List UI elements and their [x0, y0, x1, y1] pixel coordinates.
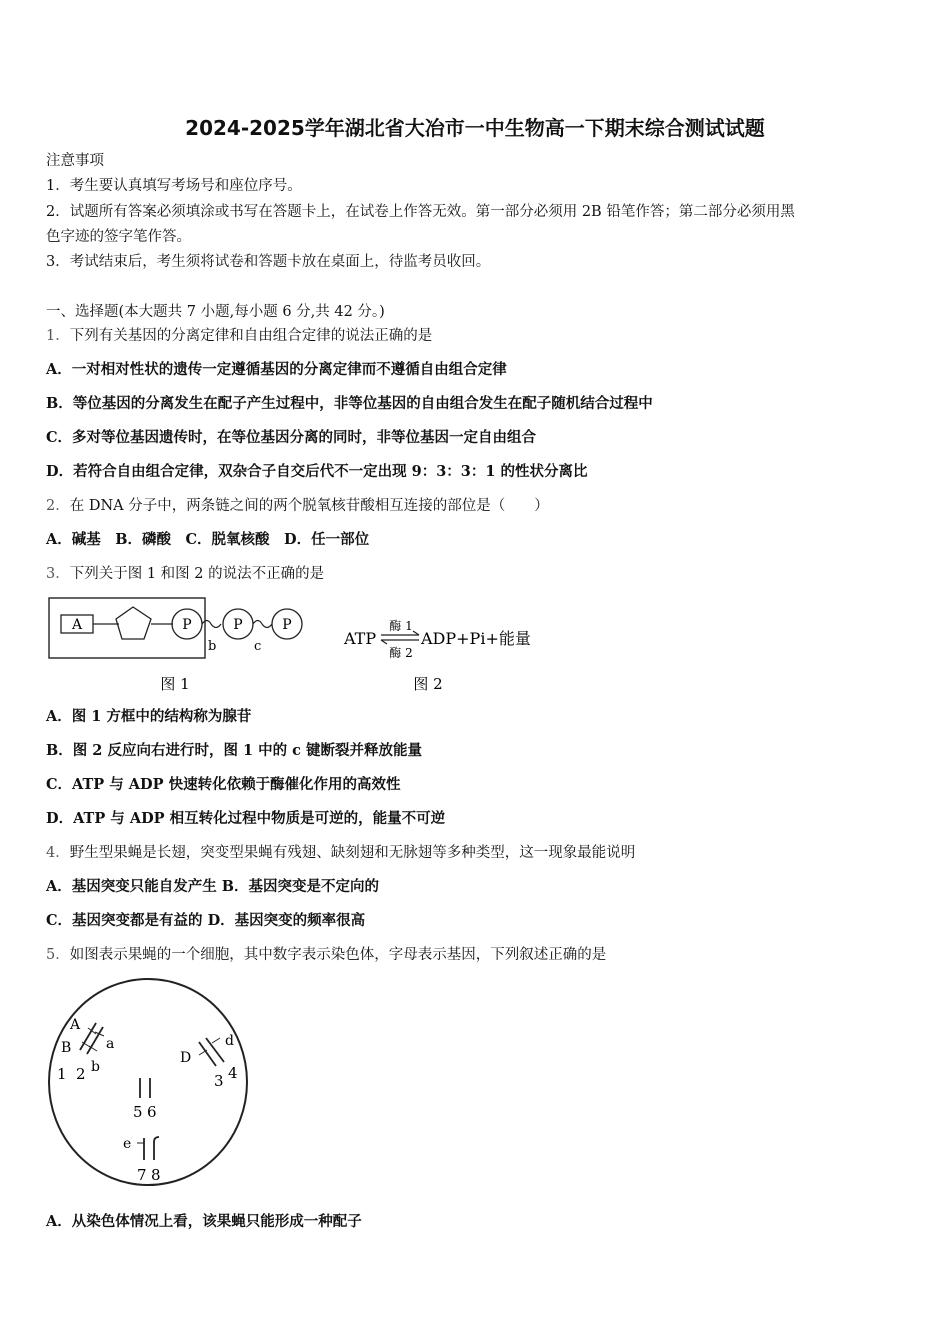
question-stem: 下列关于图 1 和图 2 的说法不正确的是 [69, 566, 325, 582]
chromosome-label-6: 6 [147, 1103, 157, 1121]
reaction-left: ATP [344, 629, 377, 648]
question-stem: 野生型果蝇是长翅，突变型果蝇有残翅、缺刻翅和无脉翅等多种类型，这一现象最能说明 [69, 845, 636, 861]
option-4cd: C．基因突变都是有益的 D．基因突变的频率很高 [46, 912, 366, 929]
option-3c: C．ATP 与 ADP 快速转化依赖于酶催化作用的高效性 [46, 776, 401, 793]
phosphate-label: P [282, 617, 292, 633]
figure-1-caption: 图 1 [160, 675, 190, 693]
chromosome-label-3: 3 [214, 1072, 224, 1090]
atp-figure [40, 592, 540, 698]
option-1d: D．若符合自由组合定律，双杂合子自交后代不一定出现 9：3：3：1 的性状分离比 [46, 463, 588, 480]
question-stem: 下列有关基因的分离定律和自由组合定律的说法正确的是 [69, 328, 433, 344]
notice-item-1: 1．考生要认真填写考场号和座位序号。 [46, 178, 302, 194]
enzyme-1-label: 酶 1 [389, 619, 413, 633]
option-1c: C．多对等位基因遗传时，在等位基因分离的同时，非等位基因一定自由组合 [46, 429, 537, 446]
notice-heading: 注意事项 [46, 153, 104, 169]
reaction-right: ADP+Pi+能量 [421, 629, 531, 648]
chromosome-label-8: 8 [151, 1166, 161, 1184]
option-5a: A．从染色体情况上看，该果蝇只能形成一种配子 [46, 1213, 362, 1230]
chromosome-label-2: 2 [76, 1065, 86, 1083]
gene-label-b: b [91, 1059, 100, 1075]
chromosome-label-7: 7 [137, 1166, 147, 1184]
chromosome-8 [154, 1137, 159, 1160]
gene-label-A: A [70, 1017, 81, 1033]
option-2-all: A．碱基 B．磷酸 C．脱氧核酸 D．任一部位 [46, 531, 370, 548]
option-4ab: A．基因突变只能自发产生 B．基因突变是不定向的 [46, 878, 380, 895]
option-3d: D．ATP 与 ADP 相互转化过程中物质是可逆的，能量不可逆 [46, 810, 446, 827]
ribose-pentagon [116, 607, 151, 639]
figure-2-caption: 图 2 [413, 675, 443, 693]
question-number: 4． [46, 845, 70, 861]
bond-b-label: b [208, 639, 217, 654]
chromosome-label-5: 5 [133, 1103, 143, 1121]
enzyme-2-label: 酶 2 [389, 646, 413, 660]
question-5 [46, 945, 606, 965]
notice-item-3: 3．考试结束后，考生须将试卷和答题卡放在桌面上，待监考员收回。 [46, 254, 491, 270]
chromosome-label-1: 1 [57, 1065, 67, 1083]
question-4 [46, 843, 635, 863]
question-3 [46, 564, 324, 584]
question-number: 3． [46, 566, 70, 582]
page-title: 2024-2025学年湖北省大冶市一中生物高一下期末综合测试试题 [185, 116, 765, 140]
bond-c-label: c [254, 639, 262, 654]
question-1 [46, 326, 432, 346]
notice-item-2: 2．试题所有答案必须填涂或书写在答题卡上，在试卷上作答无效。第一部分必须用 2B 铅笔作答；第二部分必须用黑 [46, 204, 795, 220]
phosphate-label: P [233, 617, 243, 633]
question-stem: 如图表示果蝇的一个细胞，其中数字表示染色体，字母表示基因，下列叙述正确的是 [69, 947, 607, 963]
question-number: 5． [46, 947, 70, 963]
option-1a: A．一对相对性状的遗传一定遵循基因的分离定律而不遵循自由组合定律 [46, 361, 507, 378]
gene-label-e: e [123, 1136, 132, 1152]
high-energy-bond-c [253, 621, 272, 628]
chromosome-label-4: 4 [228, 1064, 238, 1082]
option-3a: A．图 1 方框中的结构称为腺苷 [46, 708, 252, 725]
cell-figure [44, 976, 254, 1196]
gene-marker-d [212, 1038, 220, 1043]
gene-label-a: a [106, 1036, 115, 1052]
phosphate-label: P [182, 617, 192, 633]
gene-label-d: d [225, 1033, 234, 1049]
question-number: 2． [46, 498, 70, 514]
option-3b: B．图 2 反应向右进行时，图 1 中的 c 键断裂并释放能量 [46, 742, 423, 759]
gene-label-D: D [180, 1050, 192, 1066]
adenine-label: A [71, 617, 83, 633]
question-number: 1． [46, 328, 70, 344]
notice-item-2-cont: 色字迹的签字笔作答。 [46, 229, 191, 245]
chromosome-3 [199, 1042, 216, 1066]
option-1b: B．等位基因的分离发生在配子产生过程中，非等位基因的自由组合发生在配子随机结合过程中 [46, 395, 653, 412]
section-heading: 一、选择题(本大题共 7 小题,每小题 6 分,共 42 分。) [46, 304, 385, 320]
question-2 [46, 496, 549, 516]
question-stem: 在 DNA 分子中，两条链之间的两个脱氧核苷酸相互连接的部位是（ ） [69, 498, 549, 514]
gene-label-B: B [61, 1040, 72, 1056]
